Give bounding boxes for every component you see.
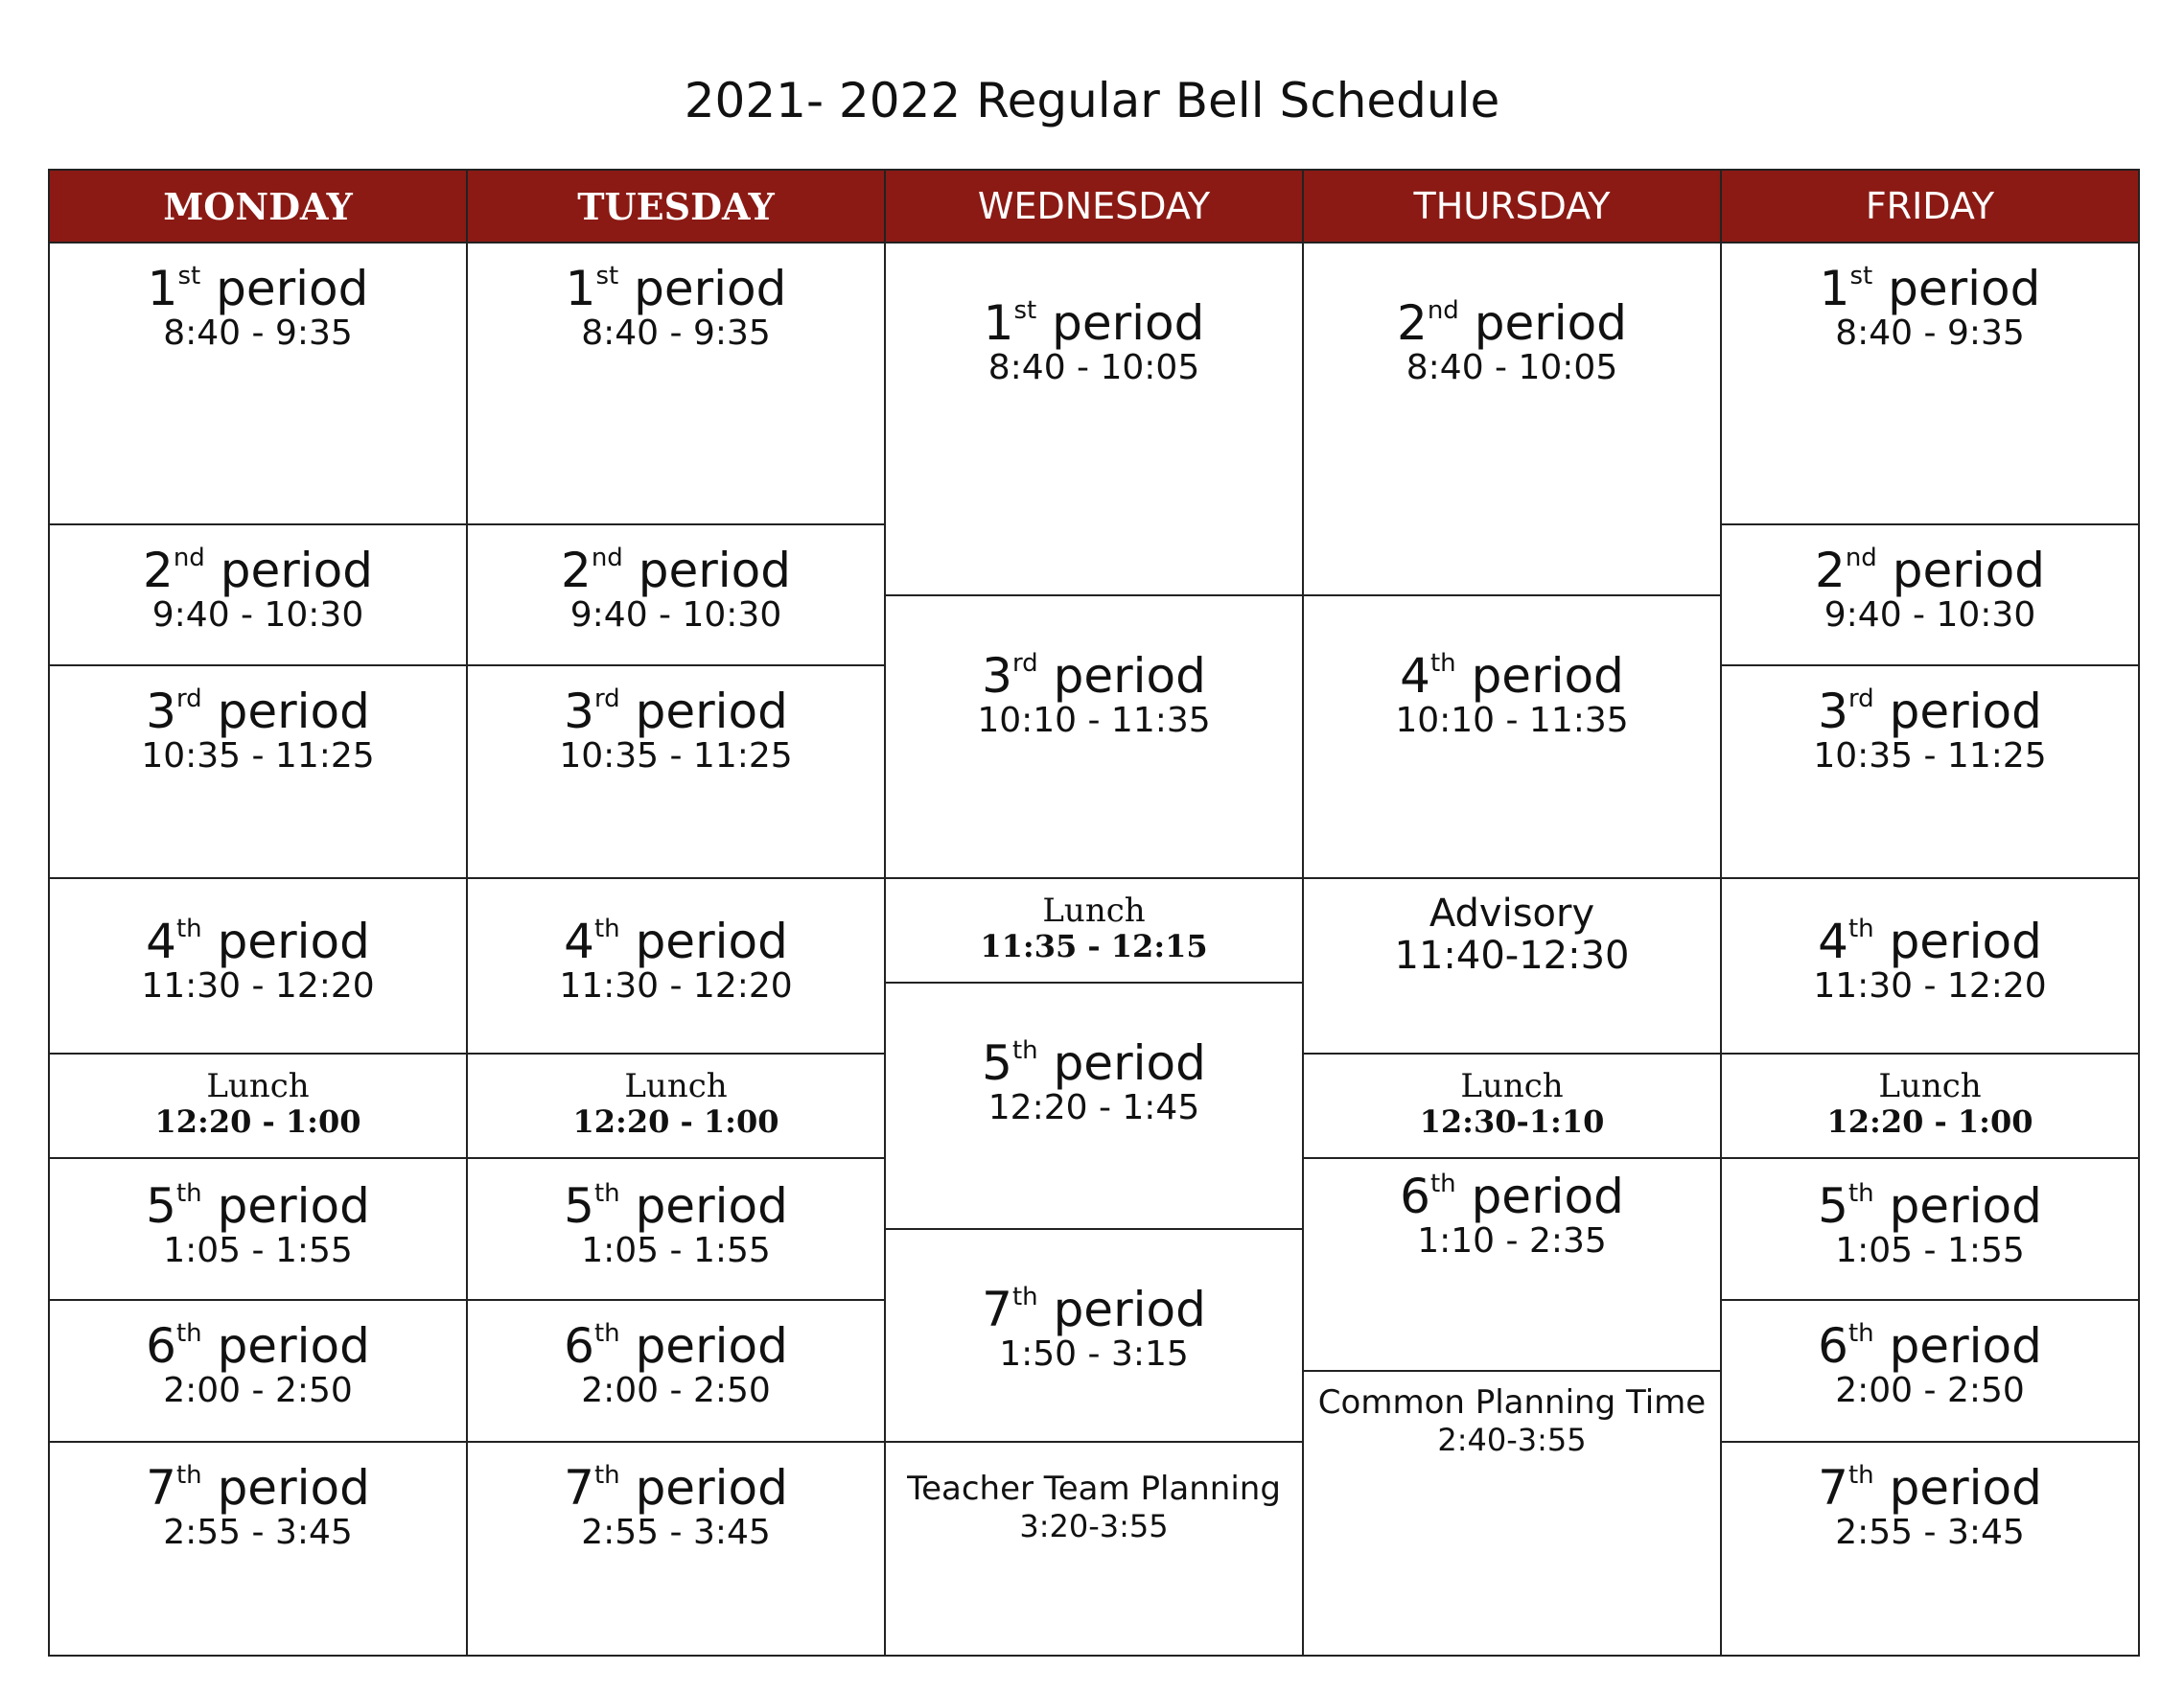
thursday-common-planning-time (1302, 1370, 1722, 1657)
period-label: 2nd period (561, 543, 791, 598)
period-time: 10:10 - 11:35 (1395, 701, 1629, 740)
header-thursday: THURSDAY (1302, 169, 1722, 244)
period-time: 10:10 - 11:35 (977, 701, 1211, 740)
period-label: 5th period (564, 1178, 788, 1234)
period-time: 10:35 - 11:25 (141, 736, 375, 776)
friday-period-3 (1720, 664, 2140, 879)
lunch-label: Lunch (624, 1067, 728, 1105)
advisory-time: 11:40-12:30 (1394, 934, 1630, 978)
monday-period-3 (48, 664, 468, 879)
period-label: 1st period (565, 261, 787, 316)
planning-time: 3:20-3:55 (1019, 1508, 1169, 1544)
period-label: 5th period (1818, 1178, 2042, 1234)
friday-period-7 (1720, 1441, 2140, 1657)
period-time: 2:00 - 2:50 (1835, 1371, 2025, 1410)
thursday-lunch (1302, 1053, 1722, 1159)
period-time: 9:40 - 10:30 (569, 595, 782, 635)
period-label: 6th period (1818, 1318, 2042, 1374)
friday-lunch (1720, 1053, 2140, 1159)
tuesday-period-7 (466, 1441, 886, 1657)
period-time: 2:55 - 3:45 (581, 1513, 771, 1552)
period-label: 4th period (146, 914, 370, 969)
friday-period-2 (1720, 523, 2140, 666)
lunch-time: 12:20 - 1:00 (1826, 1103, 2033, 1140)
wednesday-period-3 (884, 594, 1304, 879)
period-time: 11:30 - 12:20 (559, 966, 793, 1006)
header-wednesday: WEDNESDAY (884, 169, 1304, 244)
friday-period-5 (1720, 1157, 2140, 1301)
period-time: 8:40 - 10:05 (987, 348, 1200, 387)
period-time: 2:00 - 2:50 (581, 1371, 771, 1410)
thursday-advisory (1302, 877, 1722, 1055)
period-label: 2nd period (1815, 543, 2045, 598)
tuesday-lunch (466, 1053, 886, 1159)
period-time: 1:05 - 1:55 (581, 1231, 771, 1270)
period-label: 3rd period (146, 684, 370, 739)
period-label: 4th period (1400, 648, 1624, 704)
lunch-label: Lunch (1878, 1067, 1982, 1105)
period-label: 7th period (1818, 1460, 2042, 1516)
lunch-time: 12:30-1:10 (1419, 1103, 1605, 1140)
planning-label: Common Planning Time (1317, 1383, 1707, 1422)
lunch-label: Lunch (1042, 892, 1146, 930)
period-time: 1:50 - 3:15 (999, 1334, 1189, 1374)
period-label: 7th period (146, 1460, 370, 1516)
period-label: 2nd period (143, 543, 373, 598)
period-time: 11:30 - 12:20 (141, 966, 375, 1006)
period-time: 10:35 - 11:25 (559, 736, 793, 776)
lunch-time: 11:35 - 12:15 (980, 928, 1208, 964)
wednesday-period-1 (884, 242, 1304, 596)
friday-period-6 (1720, 1299, 2140, 1443)
period-time: 2:55 - 3:45 (163, 1513, 353, 1552)
period-label: 5th period (146, 1178, 370, 1234)
period-time: 8:40 - 9:35 (1835, 313, 2025, 353)
period-label: 3rd period (1818, 684, 2042, 739)
period-label: 4th period (1818, 914, 2042, 969)
period-label: 6th period (564, 1318, 788, 1374)
period-label: 6th period (146, 1318, 370, 1374)
period-time: 1:10 - 2:35 (1417, 1221, 1607, 1261)
period-time: 8:40 - 9:35 (581, 313, 771, 353)
monday-period-1 (48, 242, 468, 525)
monday-period-2 (48, 523, 468, 666)
tuesday-period-2 (466, 523, 886, 666)
wednesday-lunch (884, 877, 1304, 984)
schedule-table (48, 169, 2140, 1657)
period-time: 9:40 - 10:30 (1824, 595, 2036, 635)
wednesday-period-5 (884, 982, 1304, 1230)
thursday-period-6 (1302, 1157, 1722, 1372)
period-label: 3rd period (982, 648, 1206, 704)
period-time: 1:05 - 1:55 (1835, 1231, 2025, 1270)
monday-period-6 (48, 1299, 468, 1443)
period-time: 12:20 - 1:45 (987, 1088, 1200, 1127)
monday-period-5 (48, 1157, 468, 1301)
period-label: 1st period (983, 295, 1205, 351)
thursday-period-2 (1302, 242, 1722, 596)
tuesday-period-5 (466, 1157, 886, 1301)
monday-period-4 (48, 877, 468, 1055)
period-label: 7th period (564, 1460, 788, 1516)
period-label: 4th period (564, 914, 788, 969)
lunch-time: 12:20 - 1:00 (572, 1103, 779, 1140)
thursday-period-4 (1302, 594, 1722, 879)
header-monday: MONDAY (48, 169, 468, 244)
tuesday-period-1 (466, 242, 886, 525)
wednesday-teacher-team-planning (884, 1441, 1304, 1657)
period-label: 2nd period (1397, 295, 1627, 351)
period-time: 9:40 - 10:30 (151, 595, 364, 635)
wednesday-period-7 (884, 1228, 1304, 1443)
friday-period-1 (1720, 242, 2140, 525)
lunch-time: 12:20 - 1:00 (154, 1103, 361, 1140)
period-label: 1st period (147, 261, 369, 316)
period-time: 2:00 - 2:50 (163, 1371, 353, 1410)
tuesday-period-4 (466, 877, 886, 1055)
header-friday: FRIDAY (1720, 169, 2140, 244)
period-time: 8:40 - 9:35 (163, 313, 353, 353)
planning-label: Teacher Team Planning (907, 1470, 1281, 1508)
header-tuesday: TUESDAY (466, 169, 886, 244)
advisory-label: Advisory (1429, 892, 1595, 936)
tuesday-period-3 (466, 664, 886, 879)
friday-period-4 (1720, 877, 2140, 1055)
period-label: 7th period (982, 1282, 1206, 1337)
period-label: 1st period (1819, 261, 2041, 316)
period-time: 1:05 - 1:55 (163, 1231, 353, 1270)
tuesday-period-6 (466, 1299, 886, 1443)
monday-lunch (48, 1053, 468, 1159)
period-time: 2:55 - 3:45 (1835, 1513, 2025, 1552)
lunch-label: Lunch (1460, 1067, 1564, 1105)
lunch-label: Lunch (206, 1067, 310, 1105)
period-time: 10:35 - 11:25 (1813, 736, 2047, 776)
period-label: 3rd period (564, 684, 788, 739)
page-title: 2021- 2022 Regular Bell Schedule (684, 73, 1500, 128)
period-label: 6th period (1400, 1169, 1624, 1224)
period-time: 11:30 - 12:20 (1813, 966, 2047, 1006)
monday-period-7 (48, 1441, 468, 1657)
planning-time: 2:40-3:55 (1437, 1422, 1587, 1458)
period-time: 8:40 - 10:05 (1406, 348, 1618, 387)
period-label: 5th period (982, 1035, 1206, 1091)
